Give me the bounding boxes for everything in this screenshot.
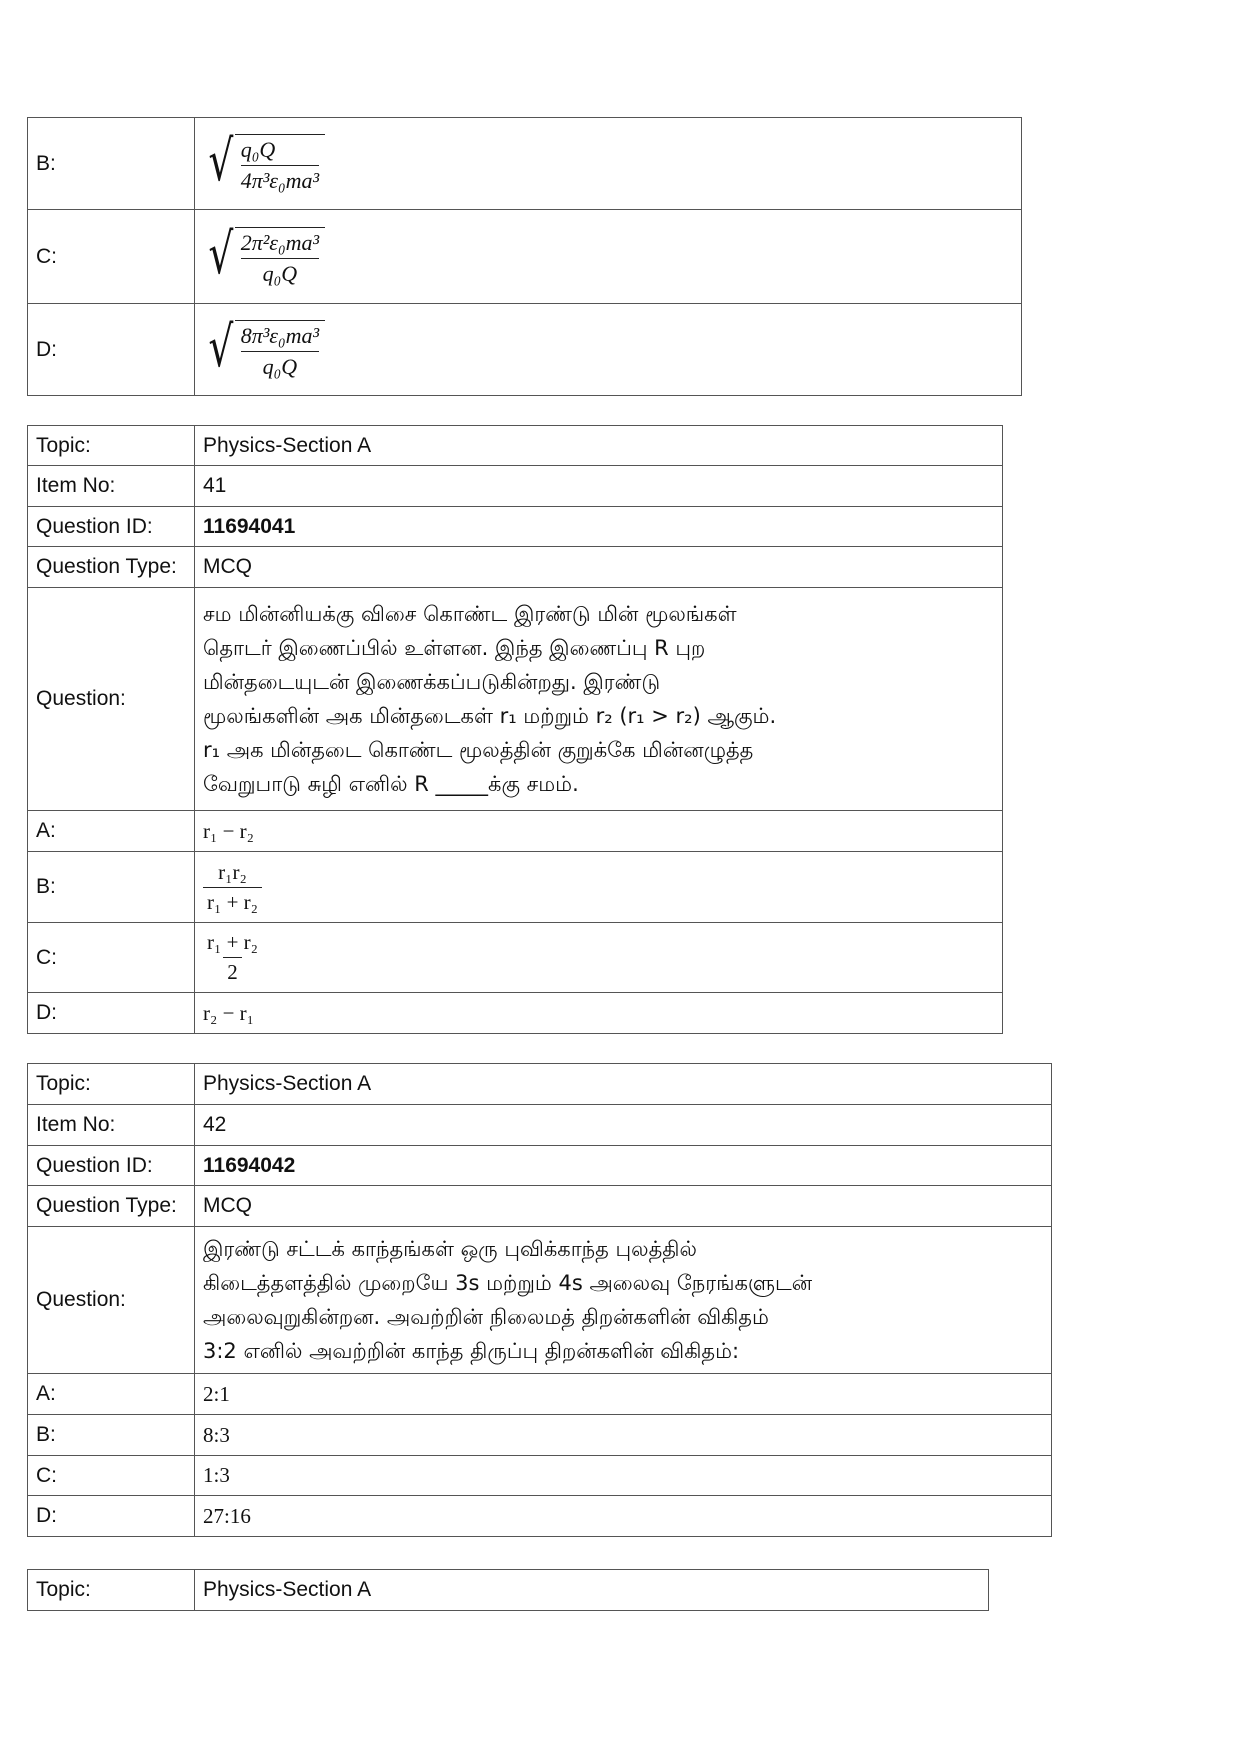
radical-icon: √ (208, 314, 234, 380)
option-label: D: (28, 993, 195, 1034)
denominator: r₁ + r₂ (203, 887, 262, 915)
question-id-row (28, 1146, 1052, 1186)
option-label: C: (28, 210, 195, 304)
option-label: C: (28, 923, 195, 993)
option-row-d (28, 1496, 1052, 1537)
item-row (28, 1105, 1052, 1146)
option-row-c (28, 1456, 1052, 1496)
numerator: 2π²ε₀ma³ (240, 229, 320, 255)
question-line: மூலங்களின் அக மின்தடைகள் r₁ மற்றும் r₂ (r₁ > r₂) ஆகும். (203, 704, 777, 728)
option-row-d (28, 993, 1003, 1034)
topic-label: Topic: (28, 426, 195, 466)
radical-icon: √ (208, 128, 234, 194)
numerator: r₁r₂ (218, 859, 247, 884)
option-value: 1:3 (195, 1456, 1052, 1496)
question-id-label: Question ID: (28, 507, 195, 547)
option-value (195, 923, 1003, 993)
question-line: வேறுபாடு சுழி எனில் R _____க்கு சமம். (203, 772, 579, 796)
option-value (195, 852, 1003, 923)
denominator: q₀Q (241, 258, 319, 287)
question-row (28, 588, 1003, 811)
question-label: Question: (28, 1227, 195, 1374)
option-label: A: (28, 811, 195, 852)
topic-row (28, 426, 1003, 466)
option-label: B: (28, 118, 195, 210)
option-row-a (28, 811, 1003, 852)
option-label: B: (28, 852, 195, 923)
numerator: 8π³ε₀ma³ (240, 322, 320, 348)
option-value (195, 118, 1022, 210)
option-row-b (28, 118, 1022, 210)
denominator: 2 (223, 957, 242, 985)
question-type-value: MCQ (195, 1186, 1052, 1227)
option-row-b (28, 1415, 1052, 1456)
topic-label: Topic: (28, 1064, 195, 1105)
option-label: C: (28, 1456, 195, 1496)
option-value (195, 210, 1022, 304)
numerator: r₁ + r₂ (207, 930, 258, 954)
question-type-label: Question Type: (28, 547, 195, 588)
question-text (195, 588, 1003, 811)
question-line: சம மின்னியக்கு விசை கொண்ட இரண்டு மின் மூலங்கள் (203, 602, 737, 626)
question-type-row (28, 1186, 1052, 1227)
option-value: 2:1 (195, 1374, 1052, 1415)
option-label: A: (28, 1374, 195, 1415)
question-table-41 (27, 425, 1003, 1034)
option-value: r₂ − r₁ (195, 993, 1003, 1034)
question-row (28, 1227, 1052, 1374)
topic-row (28, 1064, 1052, 1105)
option-row-c (28, 210, 1022, 304)
question-id-label: Question ID: (28, 1146, 195, 1186)
question-table-43 (27, 1569, 989, 1611)
option-row-c (28, 923, 1003, 993)
question-type-value: MCQ (195, 547, 1003, 588)
question-line: மின்தடையுடன் இணைக்கப்படுகின்றது. இரண்டு (203, 670, 661, 694)
options-table-previous (27, 117, 1022, 396)
question-label: Question: (28, 588, 195, 811)
item-value: 41 (195, 466, 1003, 507)
denominator: 4π³ε₀ma³ (241, 165, 319, 194)
option-value (195, 304, 1022, 396)
fraction (203, 930, 262, 985)
question-type-label: Question Type: (28, 1186, 195, 1227)
sqrt-expression (203, 128, 325, 194)
item-label: Item No: (28, 466, 195, 507)
topic-value: Physics-Section A (195, 426, 1003, 466)
option-row-b (28, 852, 1003, 923)
question-line: தொடர் இணைப்பில் உள்ளன. இந்த இணைப்பு R புற (203, 636, 706, 660)
option-value: 8:3 (195, 1415, 1052, 1456)
topic-row (28, 1570, 989, 1611)
sqrt-expression (203, 314, 325, 380)
option-value: 27:16 (195, 1496, 1052, 1537)
item-label: Item No: (28, 1105, 195, 1146)
radical-icon: √ (208, 221, 234, 287)
question-text (195, 1227, 1052, 1374)
fraction (203, 860, 262, 915)
option-value: r₁ − r₂ (195, 811, 1003, 852)
topic-value: Physics-Section A (195, 1064, 1052, 1105)
question-line: அலைவுறுகின்றன. அவற்றின் நிலைமத் திறன்களின் விகிதம் (203, 1305, 769, 1329)
topic-label: Topic: (28, 1570, 195, 1611)
question-type-row (28, 547, 1003, 588)
denominator: q₀Q (241, 351, 319, 380)
option-row-a (28, 1374, 1052, 1415)
question-id-value: 11694041 (195, 507, 1003, 547)
item-value: 42 (195, 1105, 1052, 1146)
question-id-value: 11694042 (195, 1146, 1052, 1186)
option-row-d (28, 304, 1022, 396)
question-line: இரண்டு சட்டக் காந்தங்கள் ஒரு புவிக்காந்த புலத்தில் (203, 1237, 697, 1261)
topic-value: Physics-Section A (195, 1570, 989, 1611)
option-label: D: (28, 1496, 195, 1537)
sqrt-expression (203, 221, 325, 287)
question-table-42 (27, 1063, 1052, 1537)
option-label: B: (28, 1415, 195, 1456)
question-line: 3:2 எனில் அவற்றின் காந்த திருப்பு திறன்களின் விகிதம்: (203, 1339, 740, 1363)
question-line: r₁ அக மின்தடை கொண்ட மூலத்தின் குறுக்கே மின்னழுத்த (203, 738, 754, 762)
item-row (28, 466, 1003, 507)
question-id-row (28, 507, 1003, 547)
question-line: கிடைத்தளத்தில் முறையே 3s மற்றும் 4s அலைவு நேரங்களுடன் (203, 1271, 813, 1295)
numerator: q₀Q (240, 136, 276, 162)
option-label: D: (28, 304, 195, 396)
